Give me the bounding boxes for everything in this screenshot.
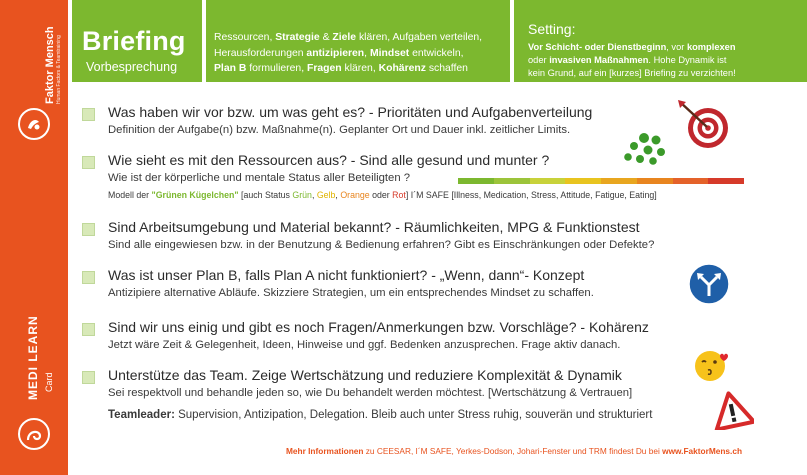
warning-sign-icon — [710, 390, 754, 435]
item-question: Sind wir uns einig und gibt es noch Fragen/Anmerkungen bzw. Vorschläge? - Kohärenz — [108, 319, 649, 335]
teamleader-note: Teamleader: Supervision, Antizipation, Delegation. Bleib auch unter Stress ruhig, souverän und strukturiert — [108, 409, 653, 421]
item-detail: Wie ist der körperliche und mentale Status aller Beteiligten ? — [108, 172, 411, 184]
item-question: Sind Arbeitsumgebung und Material bekannt? - Räumlichkeiten, MPG & Funktionstest — [108, 219, 640, 235]
scale-segment — [494, 178, 530, 184]
item-question: Unterstütze das Team. Zeige Wertschätzung und reduziere Komplexität & Dynamik — [108, 367, 622, 383]
setting-title: Setting: — [528, 21, 576, 37]
scale-segment — [530, 178, 566, 184]
header — [68, 0, 807, 88]
brand-top-subtext: Human Factors & Teamtraining — [56, 35, 62, 104]
brand-bottom-text: MEDI LEARN — [26, 315, 40, 400]
item-detail: Sei respektvoll und behandle jeden so, wie Du behandelt werden möchtest. [Wertschätzung & Vertrauen] — [108, 387, 633, 399]
left-brand-strip — [0, 0, 68, 475]
status-color-scale — [458, 178, 744, 184]
goals-box — [206, 0, 510, 82]
medi-learn-logo-icon — [18, 418, 50, 450]
page-subtitle: Vorbesprechung — [86, 60, 178, 74]
page-title: Briefing — [82, 26, 186, 56]
brand-bottom-subtext: Card — [44, 372, 54, 392]
title-box — [72, 0, 202, 82]
scale-segment — [673, 178, 709, 184]
item-detail: Jetzt wäre Zeit & Gelegenheit, Ideen, Hinweise und ggf. Bedenken anzusprechen. Frage aktiv danach. — [108, 339, 621, 351]
target-icon — [676, 98, 732, 159]
item-question: Was ist unser Plan B, falls Plan A nicht funktioniert? - „Wenn, dann“- Konzept — [108, 267, 585, 283]
checkbox[interactable] — [82, 371, 95, 384]
checkbox[interactable] — [82, 223, 95, 236]
footer-note: Mehr Informationen zu CEESAR, I´M SAFE, Yerkes-Dodson, Johari-Fenster und TRM findest Du bei www.FaktorMens.ch — [286, 446, 743, 456]
goals-text: Ressourcen, Strategie & Ziele klären, Aufgaben verteilen, Herausforderungen antizipieren, Mindset entwickeln, Plan B formulieren, Fragen klären, Kohärenz schaffen — [214, 32, 483, 74]
item-detail: Definition der Aufgabe(n) bzw. Maßnahme(n). Geplanter Ort und Dauer inkl. zeitlicher Limits. — [108, 124, 571, 136]
checkbox[interactable] — [82, 323, 95, 336]
split-direction-sign-icon — [688, 263, 730, 310]
item-detail: Sind alle eingewiesen bzw. in der Benutzung & Bedienung erfahren? Gibt es Einschränkungen oder Defekte? — [108, 239, 655, 251]
scale-segment — [601, 178, 637, 184]
item-detail: Antizipiere alternative Abläufe. Skizziere Strategien, um ein entsprechendes Mindset zu schaffen. — [108, 287, 594, 299]
item-model-note: Modell der "Grünen Kügelchen" [auch Status Grün, Gelb, Orange oder Rot] I´M SAFE [Illness, Medication, Stress, Attitude, Fatigue, Eating] — [108, 190, 657, 200]
item-question: Was haben wir vor bzw. um was geht es? - Prioritäten und Aufgabenverteilung — [108, 104, 593, 120]
scale-segment — [708, 178, 744, 184]
footer-link[interactable]: www.FaktorMens.ch — [662, 446, 743, 456]
brand-top-text: Faktor Mensch — [44, 26, 56, 104]
setting-box — [514, 0, 807, 82]
scale-segment — [565, 178, 601, 184]
scale-segment — [637, 178, 673, 184]
checkbox[interactable] — [82, 156, 95, 169]
checkbox[interactable] — [82, 271, 95, 284]
kiss-emoji-icon — [692, 348, 732, 389]
scale-segment — [458, 178, 494, 184]
green-balls-icon — [622, 130, 668, 171]
faktor-mensch-logo-icon — [18, 108, 50, 140]
checkbox[interactable] — [82, 108, 95, 121]
item-question: Wie sieht es mit den Ressourcen aus? - Sind alle gesund und munter ? — [108, 152, 550, 168]
setting-text: Vor Schicht- oder Dienstbeginn, vor komplexen oder invasiven Maßnahmen. Hohe Dynamik ist kein Grund, auf ein [kurzes] Briefing zu verzichten! — [528, 42, 736, 78]
